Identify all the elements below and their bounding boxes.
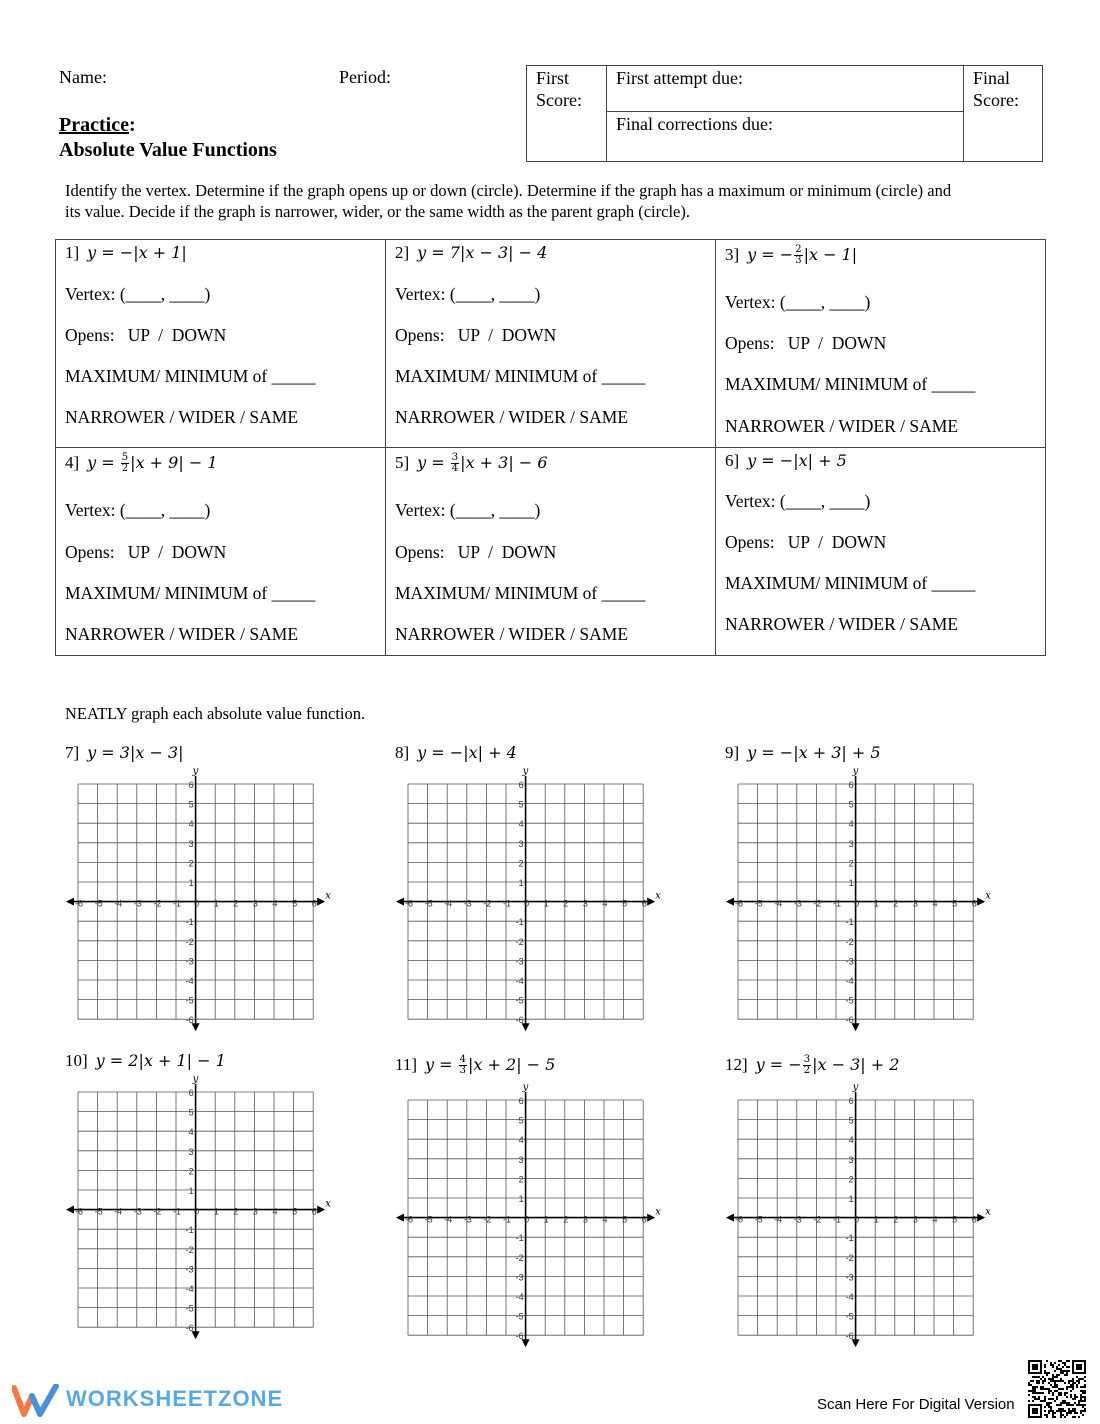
problem-number: 3]	[725, 245, 740, 264]
fraction-denominator: 2	[121, 463, 129, 474]
x-axis-right-arrow-icon	[977, 898, 985, 906]
x-tick-label: 5	[952, 1214, 958, 1225]
x-tick-label: -1	[502, 898, 512, 909]
x-tick-label: -2	[813, 1214, 822, 1225]
x-tick-label: 2	[563, 1214, 569, 1225]
graph-title	[725, 1054, 899, 1076]
fraction-denominator: 2	[803, 1065, 811, 1076]
x-tick-label: 2	[563, 898, 569, 909]
problem-number: 7]	[65, 743, 80, 762]
y-tick-label: 6	[518, 1096, 524, 1106]
y-tick-label: 3	[518, 838, 524, 849]
equation-part: y = 7|x − 3| − 4	[417, 243, 548, 262]
y-tick-label: -1	[845, 1233, 854, 1244]
problem-equation-line	[395, 452, 548, 474]
brand-name: WORKSHEETZONE	[66, 1386, 284, 1411]
x-axis-left-arrow-icon	[66, 898, 74, 906]
x-axis-right-arrow-icon	[317, 898, 325, 906]
x-tick-label: -6	[404, 1214, 414, 1225]
title-colon: :	[128, 114, 136, 136]
x-tick-label: 5	[292, 898, 298, 909]
x-tick-label: -5	[424, 898, 433, 909]
y-tick-label: 5	[848, 799, 854, 810]
y-tick-label: -1	[515, 1233, 524, 1244]
x-tick-label: 6	[311, 1206, 317, 1217]
maxmin-line[interactable]: MAXIMUM/ MINIMUM of _____	[65, 583, 316, 603]
x-tick-label: 1	[543, 898, 549, 909]
coordinate-grid[interactable]	[64, 1070, 334, 1342]
y-tick-label: -5	[845, 1311, 854, 1322]
y-axis-label: y	[852, 766, 859, 777]
y-tick-label: -2	[845, 1252, 854, 1263]
equation	[747, 451, 847, 470]
y-tick-label: -1	[515, 917, 524, 928]
y-axis-label: y	[852, 1082, 859, 1093]
y-tick-label: -2	[515, 1252, 524, 1263]
x-tick-label: -6	[74, 1206, 84, 1217]
x-tick-label: 2	[893, 1214, 899, 1225]
x-axis-label: x	[325, 890, 331, 902]
equation-fraction	[459, 1055, 467, 1076]
x-tick-label: -1	[172, 1206, 182, 1217]
y-tick-label: 6	[188, 780, 194, 790]
equation	[87, 243, 187, 262]
y-tick-label: 1	[848, 1194, 854, 1204]
x-tick-label: 5	[292, 1206, 298, 1217]
y-tick-label: 2	[188, 1166, 194, 1177]
x-tick-label: 5	[952, 898, 958, 909]
x-tick-label: 3	[912, 1214, 918, 1225]
final-corrections-label: Final corrections due:	[616, 114, 773, 134]
fraction-denominator: 3	[459, 1065, 467, 1076]
x-axis-label: x	[985, 1206, 991, 1218]
y-tick-label: -6	[845, 1015, 854, 1026]
equation-part: y =	[87, 453, 120, 472]
first-score-line1: First	[536, 68, 570, 88]
y-tick-label: -5	[185, 1303, 194, 1314]
x-tick-label: 4	[932, 1214, 938, 1225]
x-tick-label: -5	[754, 1214, 763, 1225]
x-tick-label: 3	[252, 1206, 258, 1217]
width-line[interactable]: NARROWER / WIDER / SAME	[65, 407, 299, 427]
equation-part: y =	[425, 1055, 458, 1074]
problem-number: 2]	[395, 243, 410, 262]
y-tick-label: 5	[518, 799, 524, 810]
x-axis-left-arrow-icon	[726, 1214, 734, 1222]
width-line[interactable]: NARROWER / WIDER / SAME	[725, 416, 959, 436]
fraction-numerator: 3	[803, 1054, 811, 1065]
x-tick-label: -1	[832, 898, 842, 909]
fraction-numerator: 3	[451, 452, 459, 463]
graph-title	[395, 1054, 555, 1076]
final-score-line2: Score:	[973, 90, 1019, 110]
vertex-line[interactable]: Vertex: (____, ____)	[395, 500, 541, 520]
x-tick-label: 0	[854, 1214, 860, 1225]
x-tick-label: -5	[94, 898, 103, 909]
opens-line[interactable]: Opens: UP / DOWN	[65, 325, 227, 345]
coordinate-grid[interactable]	[724, 1078, 994, 1350]
opens-line[interactable]: Opens: UP / DOWN	[395, 542, 557, 562]
y-tick-label: -6	[515, 1331, 524, 1342]
x-tick-label: 2	[233, 898, 239, 909]
y-tick-label: -4	[185, 1284, 194, 1294]
y-tick-label: -3	[515, 956, 524, 967]
y-tick-label: -6	[185, 1015, 194, 1026]
equation	[417, 453, 547, 472]
y-tick-label: 2	[188, 858, 194, 869]
equation-part: y =	[417, 453, 450, 472]
y-tick-label: -5	[515, 995, 524, 1006]
x-axis-label: x	[655, 1206, 661, 1218]
x-tick-label: 0	[194, 898, 200, 909]
fraction-denominator: 3	[795, 255, 802, 266]
y-tick-label: 3	[188, 1146, 194, 1157]
fraction-numerator: 4	[459, 1054, 467, 1065]
graph-title	[65, 742, 184, 763]
x-tick-label: -2	[153, 898, 162, 909]
vertex-line[interactable]: Vertex: (____, ____)	[395, 284, 541, 304]
fraction-numerator: 5	[121, 452, 129, 463]
x-tick-label: -6	[74, 898, 84, 909]
fraction-denominator: 4	[451, 463, 459, 474]
x-tick-label: -5	[94, 1206, 103, 1217]
x-tick-label: -1	[832, 1214, 842, 1225]
y-tick-label: 4	[518, 1135, 524, 1146]
x-tick-label: 0	[524, 898, 530, 909]
x-axis-label: x	[985, 890, 991, 902]
problem-number: 9]	[725, 743, 740, 762]
x-tick-label: 2	[233, 1206, 239, 1217]
y-tick-label: 1	[848, 878, 854, 888]
y-tick-label: 6	[848, 1096, 854, 1106]
x-tick-label: -3	[793, 1214, 802, 1225]
x-tick-label: -4	[444, 898, 453, 909]
x-tick-label: 1	[213, 898, 219, 909]
y-tick-label: 4	[848, 819, 854, 830]
x-axis-right-arrow-icon	[977, 1214, 985, 1222]
x-tick-label: -1	[172, 898, 182, 909]
x-tick-label: 1	[543, 1214, 549, 1225]
y-tick-label: -3	[515, 1272, 524, 1283]
y-tick-label: -6	[845, 1331, 854, 1342]
y-tick-label: 3	[848, 1154, 854, 1165]
x-axis-left-arrow-icon	[396, 898, 404, 906]
coordinate-grid[interactable]	[394, 762, 664, 1034]
y-tick-label: 4	[518, 819, 524, 830]
y-tick-label: 1	[188, 1186, 194, 1196]
y-tick-label: -4	[845, 976, 854, 986]
vertex-line[interactable]: Vertex: (____, ____)	[725, 292, 871, 312]
x-tick-label: 5	[622, 898, 628, 909]
x-tick-label: -6	[734, 1214, 744, 1225]
y-tick-label: -3	[185, 956, 194, 967]
y-tick-label: 2	[518, 1174, 524, 1185]
coordinate-grid[interactable]	[64, 762, 334, 1034]
equation-part: |x + 3| − 6	[460, 453, 548, 472]
y-tick-label: 1	[518, 878, 524, 888]
equation-part: y = −|x + 3| + 5	[747, 743, 881, 762]
x-axis-right-arrow-icon	[647, 898, 655, 906]
coordinate-grid[interactable]	[724, 762, 994, 1034]
equation	[96, 1051, 226, 1070]
y-tick-label: 6	[848, 780, 854, 790]
worksheetzone-logo-icon	[12, 1384, 62, 1418]
width-line[interactable]: NARROWER / WIDER / SAME	[395, 407, 629, 427]
equation-part: y = 3|x − 3|	[87, 743, 184, 762]
y-tick-label: 2	[848, 858, 854, 869]
x-tick-label: 1	[873, 898, 879, 909]
problem-equation-line	[725, 244, 857, 266]
y-axis-label: y	[522, 1082, 529, 1093]
problem-number: 12]	[725, 1055, 748, 1074]
equation-fraction	[121, 453, 129, 474]
x-tick-label: -6	[734, 898, 744, 909]
fraction-numerator: 2	[795, 244, 802, 255]
x-tick-label: 6	[311, 898, 317, 909]
x-tick-label: -2	[483, 898, 492, 909]
maxmin-line[interactable]: MAXIMUM/ MINIMUM of _____	[395, 366, 646, 386]
x-tick-label: -3	[133, 898, 142, 909]
y-tick-label: 1	[518, 1194, 524, 1204]
y-tick-label: -4	[515, 1292, 524, 1302]
graph-title	[395, 742, 517, 763]
y-tick-label: -3	[845, 956, 854, 967]
y-tick-label: 5	[188, 1107, 194, 1118]
x-tick-label: -5	[424, 1214, 433, 1225]
x-tick-label: 3	[912, 898, 918, 909]
x-tick-label: -4	[774, 1214, 783, 1225]
x-tick-label: 5	[622, 1214, 628, 1225]
x-tick-label: 3	[252, 898, 258, 909]
page-subtitle: Absolute Value Functions	[59, 139, 277, 161]
coordinate-grid[interactable]	[394, 1078, 664, 1350]
equation-fraction	[803, 1055, 811, 1076]
x-tick-label: -4	[114, 898, 123, 909]
maxmin-line[interactable]: MAXIMUM/ MINIMUM of _____	[65, 366, 316, 386]
opens-line[interactable]: Opens: UP / DOWN	[725, 532, 887, 552]
y-tick-label: -5	[845, 995, 854, 1006]
y-tick-label: 6	[188, 1088, 194, 1098]
y-tick-label: -1	[185, 1225, 194, 1236]
equation-part: y = −	[747, 245, 794, 264]
page-title	[59, 114, 136, 137]
instructions-line2: its value. Decide if the graph is narrower, wider, or the same width as the parent graph (circle).	[65, 202, 690, 221]
instructions-line1: Identify the vertex. Determine if the graph opens up or down (circle). Determine if the graph has a maximum or minimum (circle) and	[65, 181, 952, 200]
y-axis-label: y	[522, 766, 529, 777]
x-tick-label: 6	[971, 1214, 977, 1225]
graph-title	[725, 742, 881, 763]
graph-instruction: NEATLY graph each absolute value function.	[65, 704, 366, 723]
x-tick-label: -4	[774, 898, 783, 909]
x-axis-right-arrow-icon	[647, 1214, 655, 1222]
y-tick-label: 5	[518, 1115, 524, 1126]
equation	[747, 245, 857, 264]
equation-fraction	[451, 453, 459, 474]
title-practice: Practice	[59, 114, 129, 136]
problem-number: 8]	[395, 743, 410, 762]
graph-title	[65, 1050, 226, 1071]
equation-part: |x + 2| − 5	[468, 1055, 556, 1074]
maxmin-line[interactable]: MAXIMUM/ MINIMUM of _____	[725, 374, 976, 394]
y-tick-label: 1	[188, 878, 194, 888]
width-line[interactable]: NARROWER / WIDER / SAME	[725, 614, 959, 634]
equation-part: |x − 3| + 2	[812, 1055, 900, 1074]
y-tick-label: -6	[515, 1015, 524, 1026]
x-tick-label: 4	[602, 1214, 608, 1225]
first-attempt-label: First attempt due:	[616, 68, 743, 88]
y-tick-label: 5	[848, 1115, 854, 1126]
y-tick-label: 4	[188, 819, 194, 830]
x-tick-label: 3	[582, 898, 588, 909]
equation-fraction	[794, 245, 802, 266]
x-tick-label: -2	[153, 1206, 162, 1217]
scan-text[interactable]: Scan Here For Digital Version	[817, 1396, 1015, 1413]
x-tick-label: -5	[754, 898, 763, 909]
equation-part: |x + 9| − 1	[130, 453, 218, 472]
y-tick-label: 3	[848, 838, 854, 849]
x-tick-label: 6	[641, 898, 647, 909]
qr-code-icon[interactable]	[1028, 1360, 1086, 1418]
x-tick-label: 1	[213, 1206, 219, 1217]
x-tick-label: -3	[463, 898, 472, 909]
equation-part: y = 2|x + 1| − 1	[95, 1051, 226, 1070]
maxmin-line[interactable]: MAXIMUM/ MINIMUM of _____	[395, 583, 646, 603]
equation	[417, 243, 547, 262]
y-axis-label: y	[192, 1074, 199, 1085]
width-line[interactable]: NARROWER / WIDER / SAME	[65, 624, 299, 644]
vertex-line[interactable]: Vertex: (____, ____)	[725, 491, 871, 511]
y-tick-label: -1	[845, 917, 854, 928]
y-tick-label: 6	[518, 780, 524, 790]
y-tick-label: 4	[188, 1127, 194, 1138]
x-tick-label: 6	[641, 1214, 647, 1225]
x-axis-left-arrow-icon	[66, 1206, 74, 1214]
equation	[87, 453, 217, 472]
equation	[425, 1055, 555, 1074]
opens-line[interactable]: Opens: UP / DOWN	[395, 325, 557, 345]
x-tick-label: 0	[524, 1214, 530, 1225]
y-tick-label: -3	[185, 1264, 194, 1275]
problem-number: 11]	[395, 1055, 418, 1074]
problem-number: 6]	[725, 451, 740, 470]
y-tick-label: -1	[185, 917, 194, 928]
equation-part: y = −|x| + 4	[417, 743, 517, 762]
equation	[417, 743, 517, 762]
y-tick-label: 5	[188, 799, 194, 810]
vertex-line[interactable]: Vertex: (____, ____)	[65, 284, 211, 304]
equation	[747, 743, 880, 762]
x-axis-left-arrow-icon	[726, 898, 734, 906]
x-tick-label: 3	[582, 1214, 588, 1225]
x-tick-label: -3	[463, 1214, 472, 1225]
width-line[interactable]: NARROWER / WIDER / SAME	[395, 624, 629, 644]
final-score-line1: Final	[973, 68, 1011, 88]
equation-part: |x − 1|	[803, 245, 858, 264]
x-axis-label: x	[325, 1198, 331, 1210]
y-tick-label: -2	[845, 936, 854, 947]
name-label: Name:	[59, 67, 107, 87]
y-tick-label: 4	[848, 1135, 854, 1146]
x-tick-label: 2	[893, 898, 899, 909]
equation-part: y = −|x| + 5	[747, 451, 847, 470]
problem-number: 1]	[65, 243, 80, 262]
x-tick-label: 0	[854, 898, 860, 909]
y-tick-label: -4	[845, 1292, 854, 1302]
x-tick-label: 4	[272, 1206, 278, 1217]
x-tick-label: -6	[404, 898, 414, 909]
y-tick-label: -5	[515, 1311, 524, 1322]
x-tick-label: 6	[971, 898, 977, 909]
x-tick-label: -2	[813, 898, 822, 909]
equation	[756, 1055, 900, 1074]
x-tick-label: -1	[502, 1214, 512, 1225]
y-tick-label: -3	[845, 1272, 854, 1283]
problem-number: 4]	[65, 453, 80, 472]
problem-equation-line	[65, 452, 218, 474]
x-tick-label: -4	[444, 1214, 453, 1225]
x-tick-label: -4	[114, 1206, 123, 1217]
equation	[87, 743, 183, 762]
y-tick-label: -2	[185, 936, 194, 947]
y-tick-label: 3	[518, 1154, 524, 1165]
y-tick-label: -2	[515, 936, 524, 947]
problem-equation-line	[725, 450, 847, 471]
y-tick-label: 2	[518, 858, 524, 869]
y-tick-label: -6	[185, 1323, 194, 1334]
y-tick-label: 3	[188, 838, 194, 849]
vertex-line[interactable]: Vertex: (____, ____)	[65, 500, 211, 520]
x-tick-label: -3	[793, 898, 802, 909]
period-label: Period:	[339, 67, 391, 87]
x-tick-label: 1	[873, 1214, 879, 1225]
x-tick-label: 0	[194, 1206, 200, 1217]
x-tick-label: -3	[133, 1206, 142, 1217]
y-tick-label: -5	[185, 995, 194, 1006]
x-tick-label: 4	[602, 898, 608, 909]
problem-equation-line	[65, 242, 187, 263]
problem-number: 5]	[395, 453, 410, 472]
opens-line[interactable]: Opens: UP / DOWN	[725, 333, 887, 353]
equation-part: y = −	[755, 1055, 802, 1074]
problem-number: 10]	[65, 1051, 88, 1070]
first-score-line2: Score:	[536, 90, 582, 110]
x-tick-label: 4	[932, 898, 938, 909]
x-axis-left-arrow-icon	[396, 1214, 404, 1222]
y-tick-label: -2	[185, 1244, 194, 1255]
y-tick-label: -4	[515, 976, 524, 986]
y-axis-label: y	[192, 766, 199, 777]
equation-part: y = −|x + 1|	[87, 243, 187, 262]
y-tick-label: 2	[848, 1174, 854, 1185]
score-box	[526, 65, 1043, 162]
x-tick-label: -2	[483, 1214, 492, 1225]
x-axis-right-arrow-icon	[317, 1206, 325, 1214]
y-tick-label: -4	[185, 976, 194, 986]
problem-equation-line	[395, 242, 547, 263]
opens-line[interactable]: Opens: UP / DOWN	[65, 542, 227, 562]
maxmin-line[interactable]: MAXIMUM/ MINIMUM of _____	[725, 573, 976, 593]
x-axis-label: x	[655, 890, 661, 902]
x-tick-label: 4	[272, 898, 278, 909]
